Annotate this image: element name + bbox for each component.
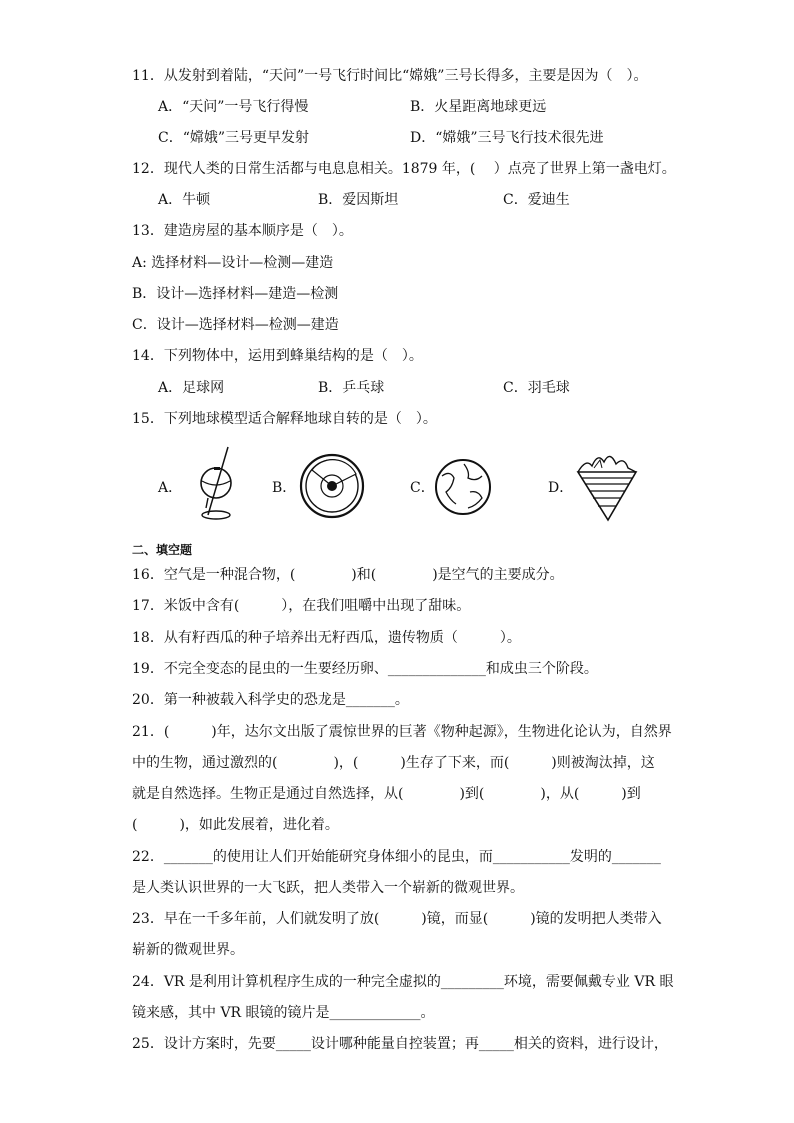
q15-option-d-label: D． [548,480,574,496]
q22-line-2: 是人类认识世界的一大飞跃，把人类带入一个崭新的微观世界。 [132,880,524,896]
q11-option-c: C．“嫦娥”三号更早发射 [158,130,310,146]
q21-line-1: 21．( )年，达尔文出版了震惊世界的巨著《物种起源》，生物进化论认为，自然界 [132,724,672,740]
q15-option-b-label: B． [272,480,297,496]
q15-option-a-label: A． [158,480,183,496]
q12-stem: 12．现代人类的日常生活都与电息息相关。1879 年，( ）点亮了世界上第一盏电灯。 [132,161,676,177]
q24-line-2: 镜来感，其中 VR 眼镜的镜片是_____________。 [132,1005,435,1021]
q19: 19．不完全变态的昆虫的一生要经历卵、______________和成虫三个阶段。 [132,661,598,677]
q24-line-1: 24．VR 是利用计算机程序生成的一种完全虚拟的_________环境，需要佩戴专业 VR 眼 [132,974,674,990]
section-title-fill-in: 二、填空题 [132,543,193,557]
q16: 16．空气是一种混合物，( )和( )是空气的主要成分。 [132,567,564,583]
q14-option-c: C．羽毛球 [503,380,570,396]
earth-crust-wedge-icon [572,448,642,524]
q17: 17．米饭中含有( ），在我们咀嚼中出现了甜味。 [132,598,471,614]
q21-line-2: 中的生物，通过激烈的( )，( )生存了下来，而( )则被淘汰掉，这 [132,755,655,771]
q22-line-1: 22．_______的使用让人们开始能研究身体细小的昆虫，而___________发明的_______ [132,849,661,865]
q13-option-a: A: 选择材料—设计—检测—建造 [132,255,334,271]
q13-stem: 13．建造房屋的基本顺序是（ ）。 [132,223,353,239]
q12-option-b: B．爱因斯坦 [318,192,399,208]
q20: 20．第一种被载入科学史的恐龙是_______。 [132,692,409,708]
q25: 25．设计方案时，先要_____设计哪种能量自控装置；再_____相关的资料，进行设计， [132,1036,668,1052]
q14-option-b: B．乒乓球 [318,380,385,396]
q21-line-4: ( )，如此发展着，进化着。 [132,817,339,833]
q23-line-1: 23．早在一千多年前，人们就发明了放( )镜，而显( )镜的发明把人类带入 [132,911,662,927]
q11-stem: 11．从发射到着陆，“天问”一号飞行时间比“嫦娥”三号长得多，主要是因为（ ）。 [132,68,648,84]
q21-line-3: 就是自然选择。生物正是通过自然选择，从( )到( )，从( )到 [132,786,641,802]
q14-option-a: A．足球网 [158,380,225,396]
q15-option-c-label: C． [410,480,435,496]
q14-stem: 14．下列物体中，运用到蜂巢结构的是（ ）。 [132,348,423,364]
q13-option-b: B．设计—选择材料—建造—检测 [132,286,339,302]
globe-on-stand-icon [190,445,246,525]
q23-line-2: 崭新的微观世界。 [132,942,244,958]
q11-option-b: B．火星距离地球更远 [410,99,547,115]
q11-option-a: A．“天问”一号飞行得慢 [158,99,309,115]
q13-option-c: C．设计—选择材料—检测—建造 [132,317,339,333]
q18: 18．从有籽西瓜的种子培养出无籽西瓜，遗传物质（ ）。 [132,630,521,646]
q11-option-d: D．“嫦娥”三号飞行技术很先进 [410,130,604,146]
q15-stem: 15．下列地球模型适合解释地球自转的是（ ）。 [132,411,437,427]
q12-option-c: C．爱迪生 [503,192,570,208]
earth-globe-continents-icon [434,458,492,516]
q12-option-a: A．牛顿 [158,192,211,208]
earth-layers-cutaway-icon [298,452,366,520]
